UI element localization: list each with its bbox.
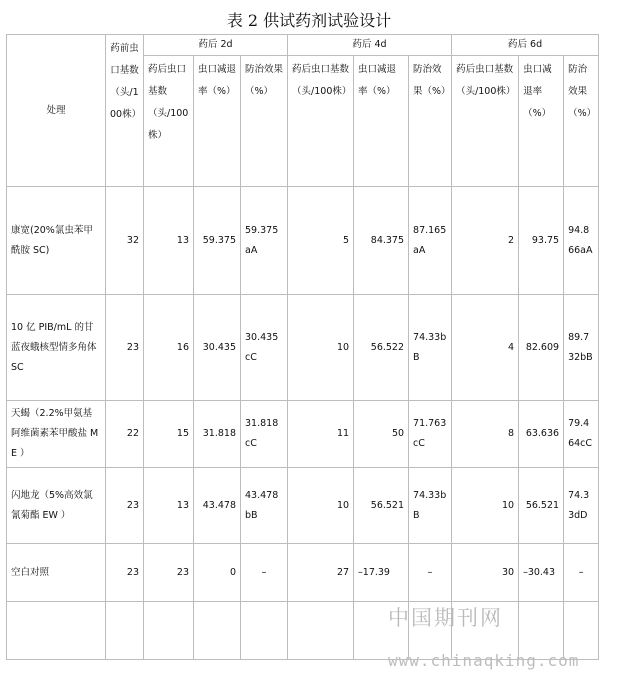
sub-header-efficacy: 防治效果（%）	[409, 56, 452, 187]
efficacy-cell: 43.478bB	[241, 468, 288, 544]
efficacy-cell: 89.732bB	[564, 295, 599, 401]
reduction-cell: 63.636	[519, 401, 564, 468]
count-cell: 23	[144, 544, 194, 602]
count-cell: 30	[452, 544, 519, 602]
count-cell: 15	[144, 401, 194, 468]
empty-cell	[241, 602, 288, 660]
efficacy-cell: 74.33dD	[564, 468, 599, 544]
group-header-row	[7, 35, 599, 56]
treatment-cell: 10 亿 PIB/mL 的甘蓝夜蛾核型情多角体 SC	[7, 295, 106, 401]
sub-header-efficacy: 防治效果（%）	[564, 56, 599, 187]
efficacy-cell: –	[409, 544, 452, 602]
pre-count-cell: 32	[106, 187, 144, 295]
efficacy-cell: 74.33bB	[409, 295, 452, 401]
count-cell: 13	[144, 187, 194, 295]
table-row	[7, 295, 599, 401]
reduction-cell: 82.609	[519, 295, 564, 401]
efficacy-cell: –	[241, 544, 288, 602]
table-title: 表 2 供试药剂试验设计	[226, 11, 392, 30]
efficacy-cell: –	[564, 544, 599, 602]
count-cell: 13	[144, 468, 194, 544]
count-cell: 16	[144, 295, 194, 401]
group-header-d4: 药后 4d	[288, 35, 452, 56]
treatment-cell: 康宽(20%氯虫苯甲酰胺 SC)	[7, 187, 106, 295]
treatment-header: 处理	[7, 35, 106, 187]
reduction-cell: 56.521	[519, 468, 564, 544]
watermark-url: www.chinaqking.com	[388, 651, 580, 670]
reduction-cell: 30.435	[194, 295, 241, 401]
empty-cell	[144, 602, 194, 660]
pre-count-cell: 22	[106, 401, 144, 468]
group-header-d6: 药后 6d	[452, 35, 599, 56]
table-row	[7, 187, 599, 295]
efficacy-cell: 87.165aA	[409, 187, 452, 295]
sub-header-reduction: 虫口减退率（%）	[194, 56, 241, 187]
empty-cell	[106, 602, 144, 660]
treatment-cell: 空白对照	[7, 544, 106, 602]
table-row	[7, 401, 599, 468]
treatment-cell: 闪地龙（5%高效氯氰菊酯 EW ）	[7, 468, 106, 544]
sub-header-count: 药后虫口基数（头/100株）	[452, 56, 519, 187]
reduction-cell: 50	[354, 401, 409, 468]
reduction-cell: 0	[194, 544, 241, 602]
reduction-cell: 56.522	[354, 295, 409, 401]
sub-header-count: 药后虫口基数（头/100株）	[288, 56, 354, 187]
reduction-cell: 84.375	[354, 187, 409, 295]
efficacy-cell: 94.866aA	[564, 187, 599, 295]
trial-design-table	[6, 34, 599, 660]
reduction-cell: –17.39	[354, 544, 409, 602]
pre-count-cell: 23	[106, 468, 144, 544]
treatment-cell: 天蝎（2.2%甲氨基阿维菌素苯甲酸盐 ME ）	[7, 401, 106, 468]
efficacy-cell: 30.435cC	[241, 295, 288, 401]
table-row	[7, 468, 599, 544]
reduction-cell: 59.375	[194, 187, 241, 295]
efficacy-cell: 31.818cC	[241, 401, 288, 468]
count-cell: 10	[288, 295, 354, 401]
efficacy-cell: 71.763cC	[409, 401, 452, 468]
count-cell: 10	[288, 468, 354, 544]
sub-header-count: 药后虫口基数（头/100株）	[144, 56, 194, 187]
pre-count-header: 药前虫口基数（头/100株）	[106, 35, 144, 187]
pre-count-cell: 23	[106, 295, 144, 401]
count-cell: 4	[452, 295, 519, 401]
reduction-cell: 31.818	[194, 401, 241, 468]
group-header-d2: 药后 2d	[144, 35, 288, 56]
sub-header-reduction: 虫口减退率（%）	[519, 56, 564, 187]
count-cell: 11	[288, 401, 354, 468]
empty-cell	[7, 602, 106, 660]
count-cell: 27	[288, 544, 354, 602]
empty-cell	[194, 602, 241, 660]
sub-header-reduction: 虫口减退率（%）	[354, 56, 409, 187]
reduction-cell: 43.478	[194, 468, 241, 544]
efficacy-cell: 74.33bB	[409, 468, 452, 544]
empty-cell	[288, 602, 354, 660]
efficacy-cell: 59.375aA	[241, 187, 288, 295]
reduction-cell: 93.75	[519, 187, 564, 295]
count-cell: 2	[452, 187, 519, 295]
efficacy-cell: 79.464cC	[564, 401, 599, 468]
reduction-cell: 56.521	[354, 468, 409, 544]
sub-header-efficacy: 防治效果（%）	[241, 56, 288, 187]
pre-count-cell: 23	[106, 544, 144, 602]
count-cell: 10	[452, 468, 519, 544]
reduction-cell: –30.43	[519, 544, 564, 602]
count-cell: 8	[452, 401, 519, 468]
table-row	[7, 544, 599, 602]
count-cell: 5	[288, 187, 354, 295]
watermark-cn: 中国期刊网	[388, 606, 503, 630]
